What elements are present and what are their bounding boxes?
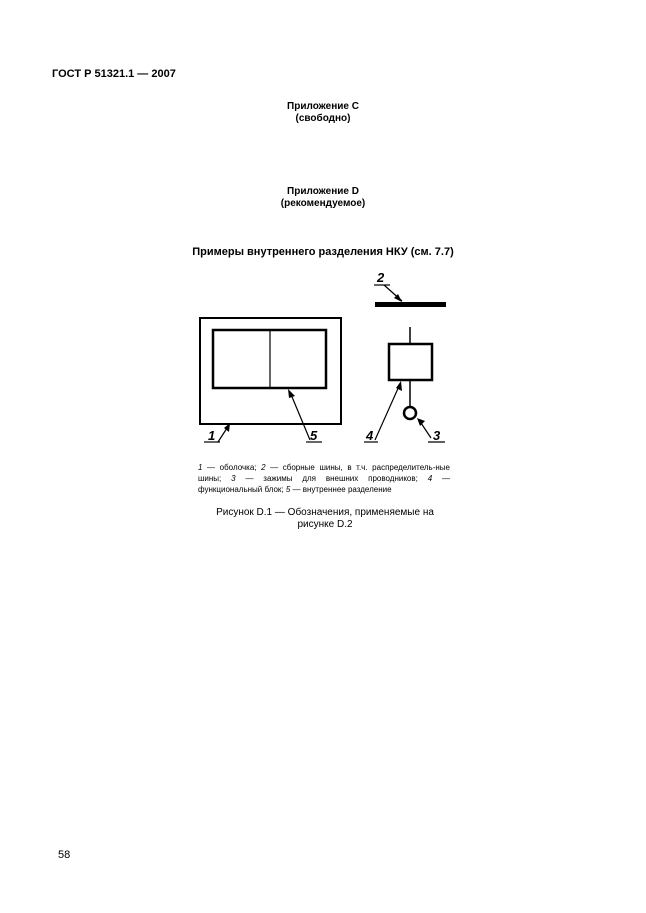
legend-text-4: — функциональный блок;	[198, 474, 451, 494]
legend-num-3: 3	[231, 474, 236, 483]
appendix-c-status: (свободно)	[295, 113, 351, 124]
figure-caption: Рисунок D.1 — Обозначения, применяемые на рисунке D.2	[216, 507, 434, 530]
legend-text-5: — внутреннее разделение	[290, 485, 392, 494]
section-title: Примеры внутреннего разделения НКУ (см. 7.7)	[192, 246, 454, 258]
separation-leader-arrow	[288, 389, 295, 398]
terminal-circle	[404, 407, 416, 419]
legend-text-3: — зажимы для внешних проводников;	[235, 474, 428, 483]
legend-num-4: 4	[427, 474, 433, 483]
label-3: 3	[433, 428, 441, 443]
functional-unit-box	[389, 344, 432, 380]
unit-leader	[375, 384, 400, 440]
separation-leader	[290, 392, 310, 440]
label-1: 1	[208, 428, 216, 443]
label-5: 5	[310, 428, 318, 443]
legend-text-2: — сборные шины, в т.ч. распределитель-ные шины;	[198, 463, 450, 483]
legend-text-1: — оболочка;	[202, 463, 262, 472]
label-4: 4	[366, 428, 374, 443]
label-2: 2	[377, 270, 385, 285]
legend-num-2: 2	[261, 463, 266, 472]
busbar	[375, 302, 446, 307]
appendix-d-status: (рекомендуемое)	[280, 198, 366, 209]
page-number: 58	[58, 849, 71, 861]
terminal-leader-arrow	[417, 418, 425, 426]
document-header: ГОСТ Р 51321.1 — 2007	[52, 68, 176, 80]
appendix-c-title: Приложение С	[287, 101, 359, 112]
legend-num-5: 5	[285, 485, 291, 494]
figure-legend	[198, 462, 450, 495]
legend-num-1: 1	[198, 463, 203, 472]
appendix-d-title: Приложение D	[287, 186, 359, 197]
